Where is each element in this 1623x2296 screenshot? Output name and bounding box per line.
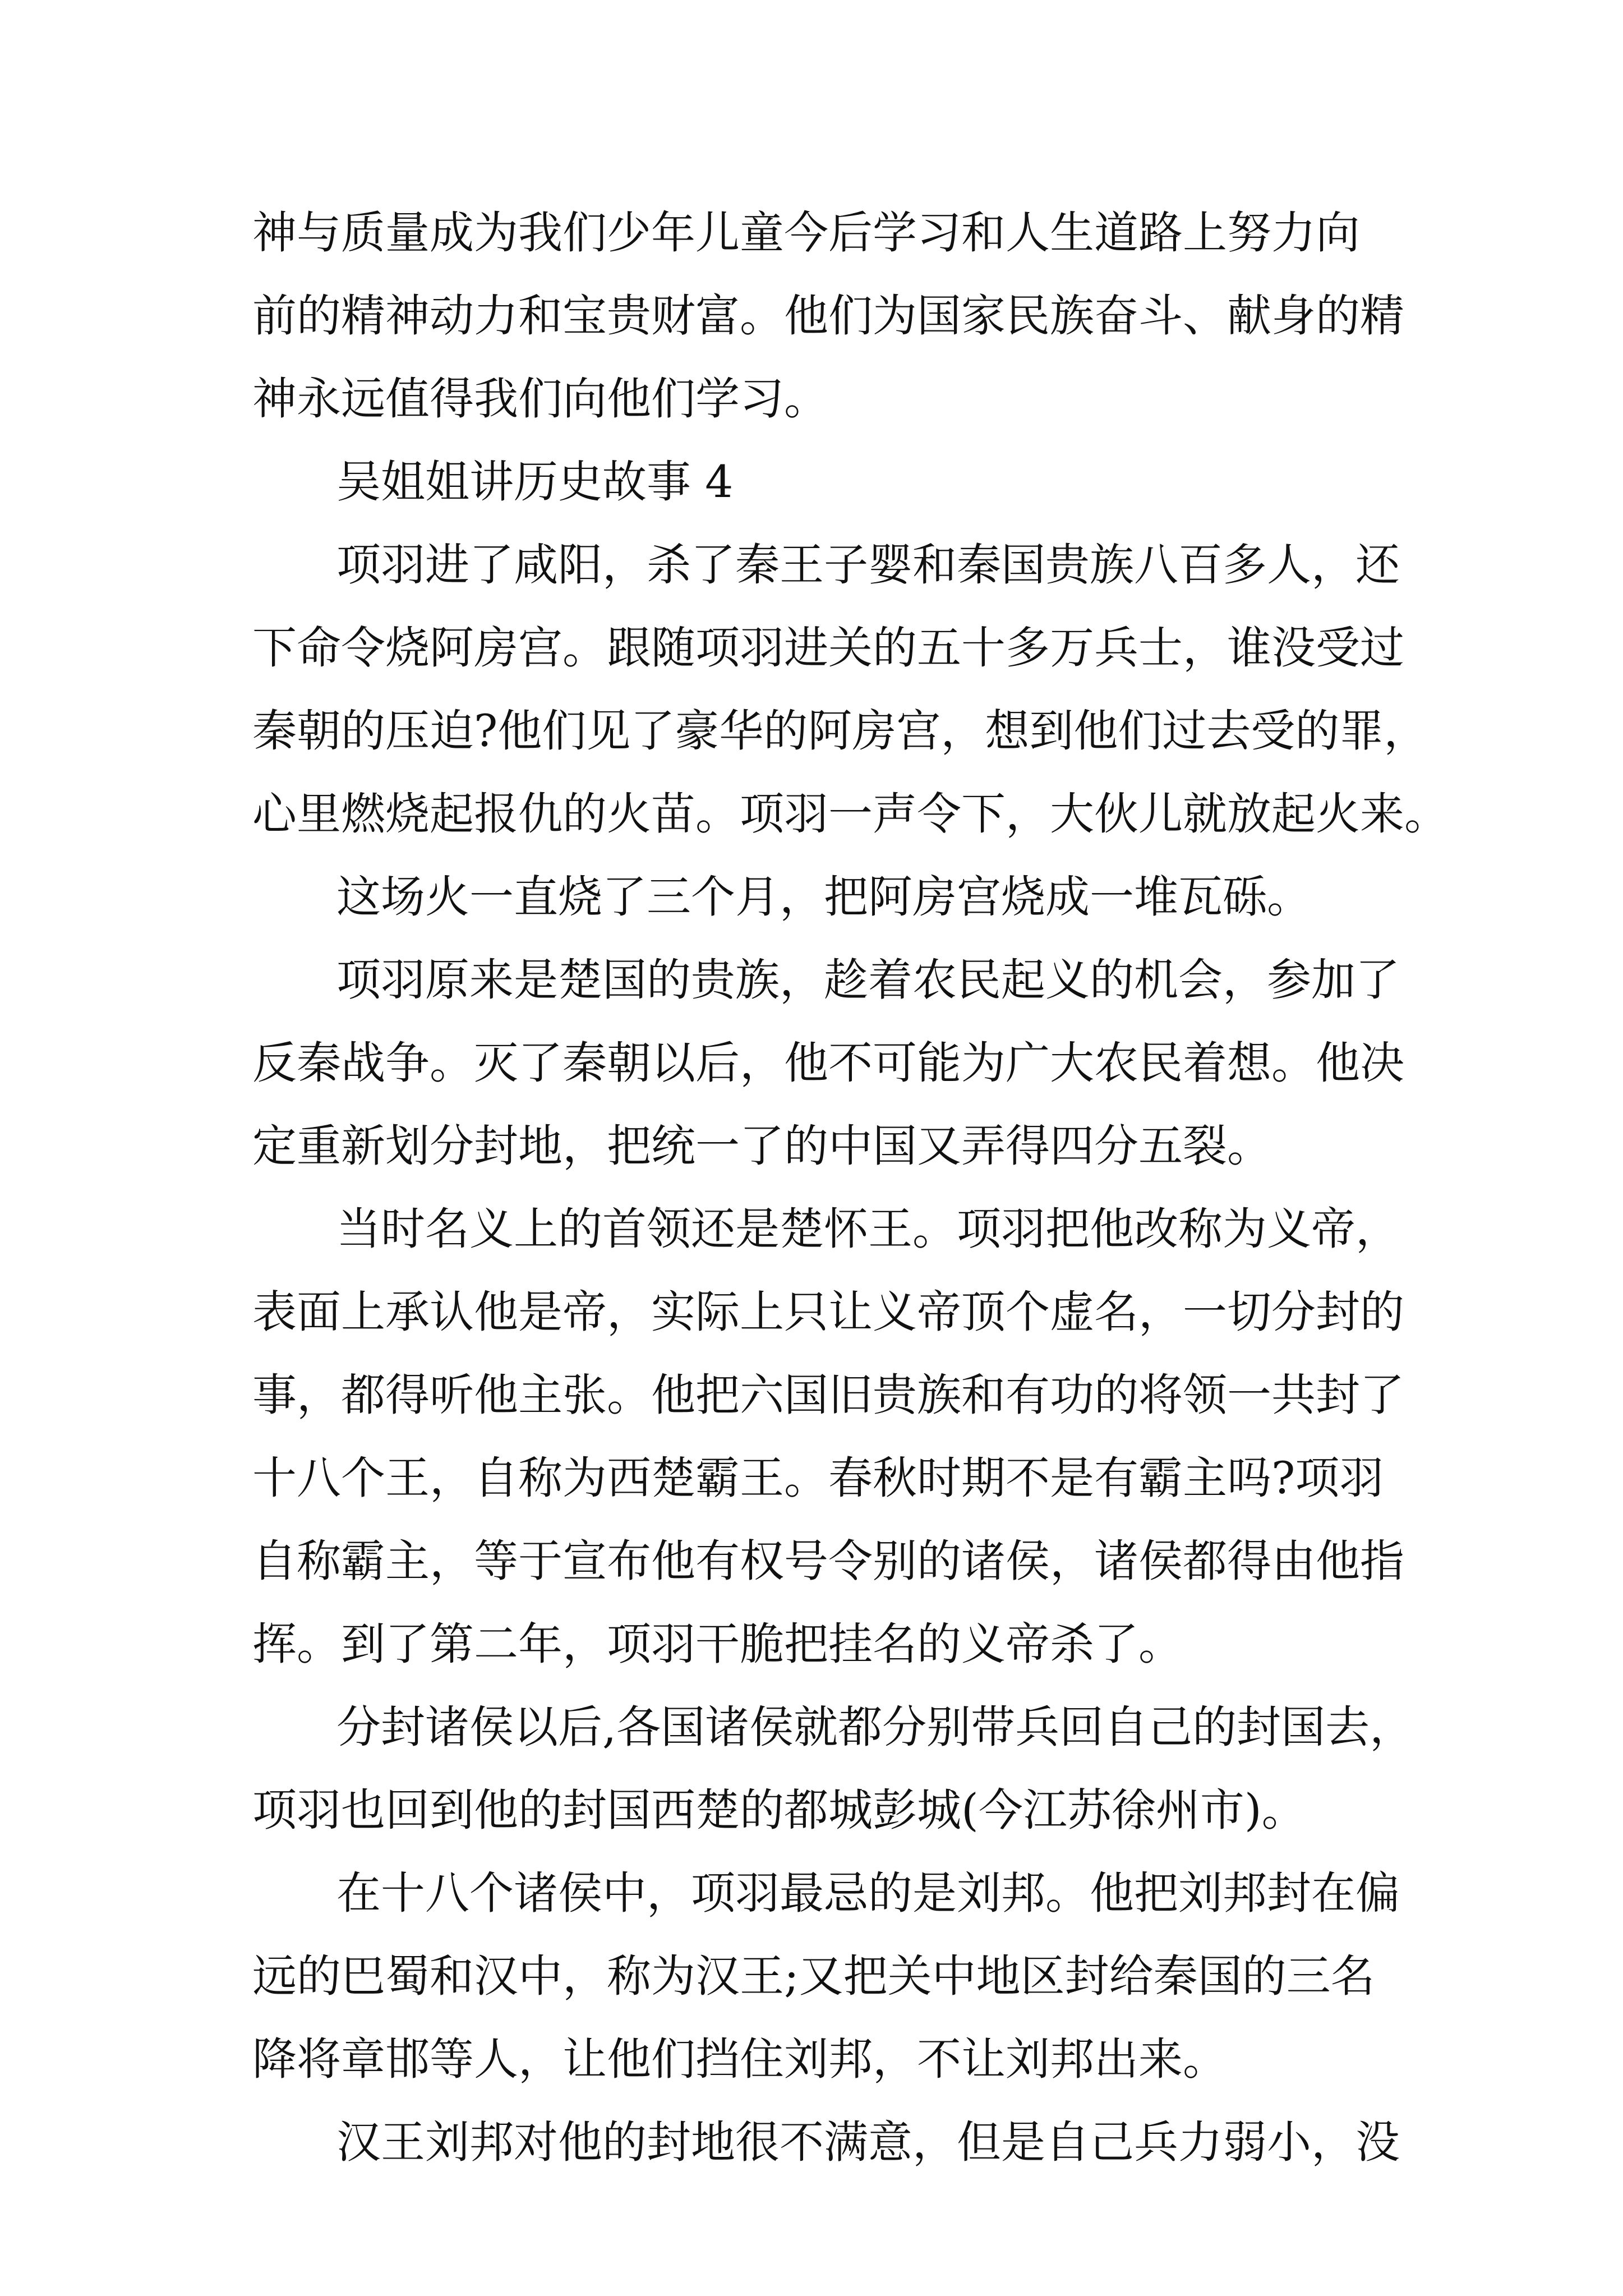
text-line: 项羽也回到他的封国西楚的都城彭城(今江苏徐州市)。 [252, 1784, 1306, 1836]
text-line: 自称霸主，等于宣布他有权号令别的诸侯，诸侯都得由他指 [252, 1535, 1404, 1587]
text-line: 反秦战争。灭了秦朝以后，他不可能为广大农民着想。他决 [252, 1037, 1404, 1089]
text-line: 事，都得听他主张。他把六国旧贵族和有功的将领一共封了 [252, 1369, 1404, 1421]
text-line: 秦朝的压迫?他们见了豪华的阿房宫，想到他们过去受的罪， [252, 705, 1428, 757]
text-line: 定重新划分封地，把统一了的中国又弄得四分五裂。 [252, 1120, 1271, 1172]
text-line: 降将章邯等人，让他们挡住刘邦，不让刘邦出来。 [252, 2033, 1227, 2085]
text-line: 当时名义上的首领还是楚怀王。项羽把他改称为义帝， [336, 1203, 1400, 1255]
text-line: 挥。到了第二年，项羽干脆把挂名的义帝杀了。 [252, 1618, 1183, 1670]
text-line: 分封诸侯以后,各国诸侯就都分别带兵回自己的封国去， [336, 1701, 1414, 1753]
text-line: 十八个王，自称为西楚霸王。春秋时期不是有霸主吗?项羽 [252, 1452, 1384, 1504]
text-line: 远的巴蜀和汉中，称为汉王;又把关中地区封给秦国的三名 [252, 1950, 1375, 2002]
text-line: 项羽进了咸阳，杀了秦王子婴和秦国贵族八百多人，还 [336, 539, 1400, 591]
text-line: 神与质量成为我们少年儿童今后学习和人生道路上努力向 [252, 207, 1360, 259]
section-heading: 吴姐姐讲历史故事 4 [336, 456, 734, 508]
text-line: 下命令烧阿房宫。跟随项羽进关的五十多万兵士，谁没受过 [252, 622, 1404, 674]
text-line: 汉王刘邦对他的封地很不满意，但是自己兵力弱小，没 [336, 2116, 1400, 2168]
text-line: 这场火一直烧了三个月，把阿房宫烧成一堆瓦砾。 [336, 871, 1311, 923]
text-line: 前的精神动力和宝贵财富。他们为国家民族奋斗、献身的精 [252, 290, 1404, 342]
text-line: 神永远值得我们向他们学习。 [252, 373, 828, 425]
text-line: 项羽原来是楚国的贵族，趁着农民起义的机会，参加了 [336, 954, 1400, 1006]
text-line: 在十八个诸侯中，项羽最忌的是刘邦。他把刘邦封在偏 [336, 1867, 1400, 1919]
text-line: 心里燃烧起报仇的火苗。项羽一声令下，大伙儿就放起火来。 [252, 788, 1449, 840]
text-line: 表面上承认他是帝，实际上只让义帝顶个虚名，一切分封的 [252, 1286, 1404, 1338]
